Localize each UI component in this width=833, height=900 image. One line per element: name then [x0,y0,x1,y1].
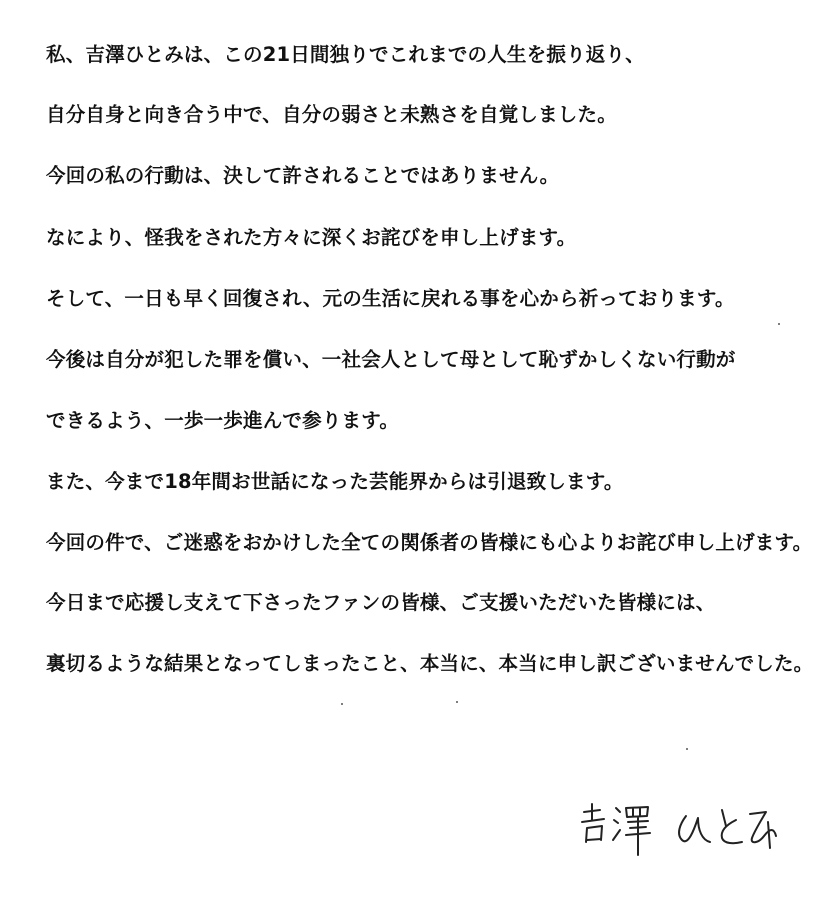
statement-line-9: 今回の件で、ご迷惑をおかけした全ての関係者の皆様にも心よりお詫び申し上げます。 [46,531,813,554]
scan-speck [778,323,780,325]
statement-line-3: 今回の私の行動は、決して許されることではありません。 [46,164,560,187]
statement-line-10: 今日まで応援し支えて下さったファンの皆様、ご支援いただいた皆様には、 [46,591,716,614]
scan-speck [341,703,343,705]
handwritten-signature [570,800,790,860]
statement-line-8: また、今まで18年間お世話になった芸能界からは引退致します。 [46,470,624,493]
statement-line-11: 裏切るような結果となってしまったこと、本当に、本当に申し訳ございませんでした。 [46,652,814,675]
statement-line-6: 今後は自分が犯した罪を償い、一社会人として母として恥ずかしくない行動が [46,348,736,371]
statement-line-2: 自分自身と向き合う中で、自分の弱さと未熟さを自覚しました。 [46,103,617,126]
statement-line-1: 私、吉澤ひとみは、この21日間独りでこれまでの人生を振り返り、 [46,43,645,66]
scan-speck [686,748,688,750]
scan-speck [456,701,458,703]
statement-line-7: できるよう、一歩一歩進んで参ります。 [46,409,400,432]
statement-line-4: なにより、怪我をされた方々に深くお詫びを申し上げます。 [46,226,577,249]
statement-line-5: そして、一日も早く回復され、元の生活に戻れる事を心から祈っております。 [46,287,735,310]
